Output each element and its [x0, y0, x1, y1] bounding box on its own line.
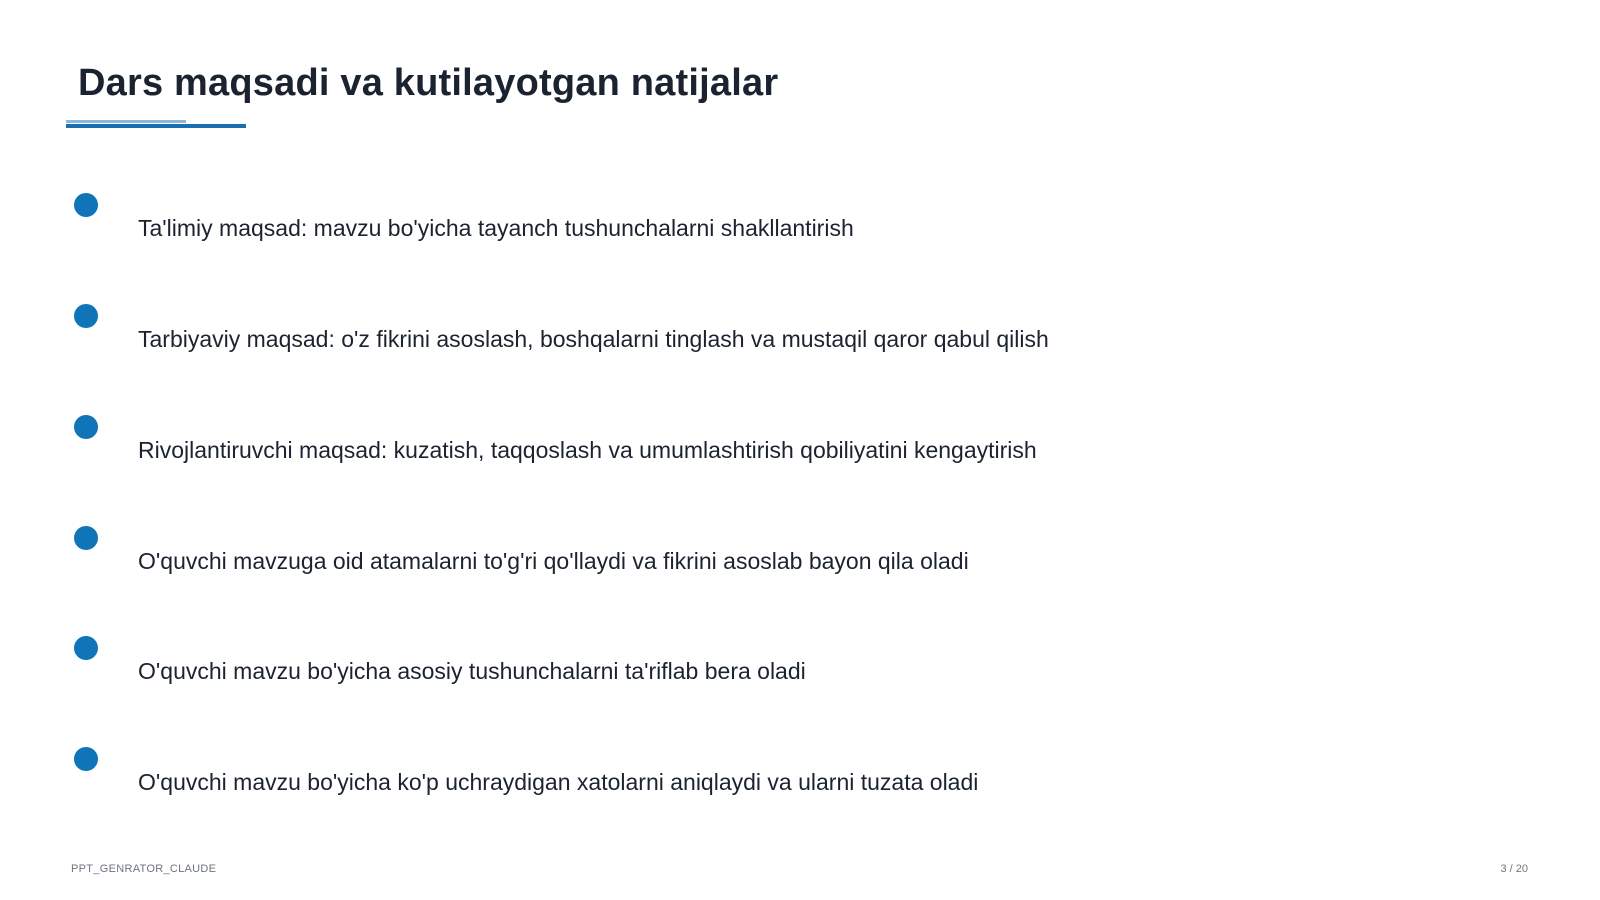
footer-brand: PPT_GENRATOR_CLAUDE — [71, 863, 217, 875]
bullet-item-2 — [72, 304, 1372, 384]
bullet-dot-icon — [74, 526, 98, 550]
bullet-dot-icon — [74, 304, 98, 328]
slide-title: Dars maqsadi va kutilayotgan natijalar — [78, 62, 779, 104]
bullet-dot-icon — [74, 193, 98, 217]
bullet-item-6 — [72, 747, 1372, 827]
bullet-text: O'quvchi mavzuga oid atamalarni to'g'ri qo'llaydi va fikrini asoslab bayon qila oladi — [138, 548, 969, 574]
page-indicator: 3 / 20 — [1500, 863, 1528, 875]
bullet-text: Tarbiyaviy maqsad: o'z fikrini asoslash, boshqalarni tinglash va mustaqil qaror qabul qilish — [138, 326, 1049, 352]
bullet-item-3 — [72, 415, 1372, 495]
bullet-dot-icon — [74, 747, 98, 771]
bullet-item-5 — [72, 636, 1372, 716]
bullet-dot-icon — [74, 636, 98, 660]
bullet-text: Rivojlantiruvchi maqsad: kuzatish, taqqoslash va umumlashtirish qobiliyatini kengaytirish — [138, 437, 1037, 463]
bullet-text: O'quvchi mavzu bo'yicha ko'p uchraydigan xatolarni aniqlaydi va ularni tuzata oladi — [138, 769, 979, 795]
bullet-dot-icon — [74, 415, 98, 439]
bullet-text: O'quvchi mavzu bo'yicha asosiy tushunchalarni ta'riflab bera oladi — [138, 658, 806, 684]
bullet-text: Ta'limiy maqsad: mavzu bo'yicha tayanch tushunchalarni shakllantirish — [138, 215, 854, 241]
bullet-item-1 — [72, 193, 1372, 273]
bullet-item-4 — [72, 526, 1372, 606]
